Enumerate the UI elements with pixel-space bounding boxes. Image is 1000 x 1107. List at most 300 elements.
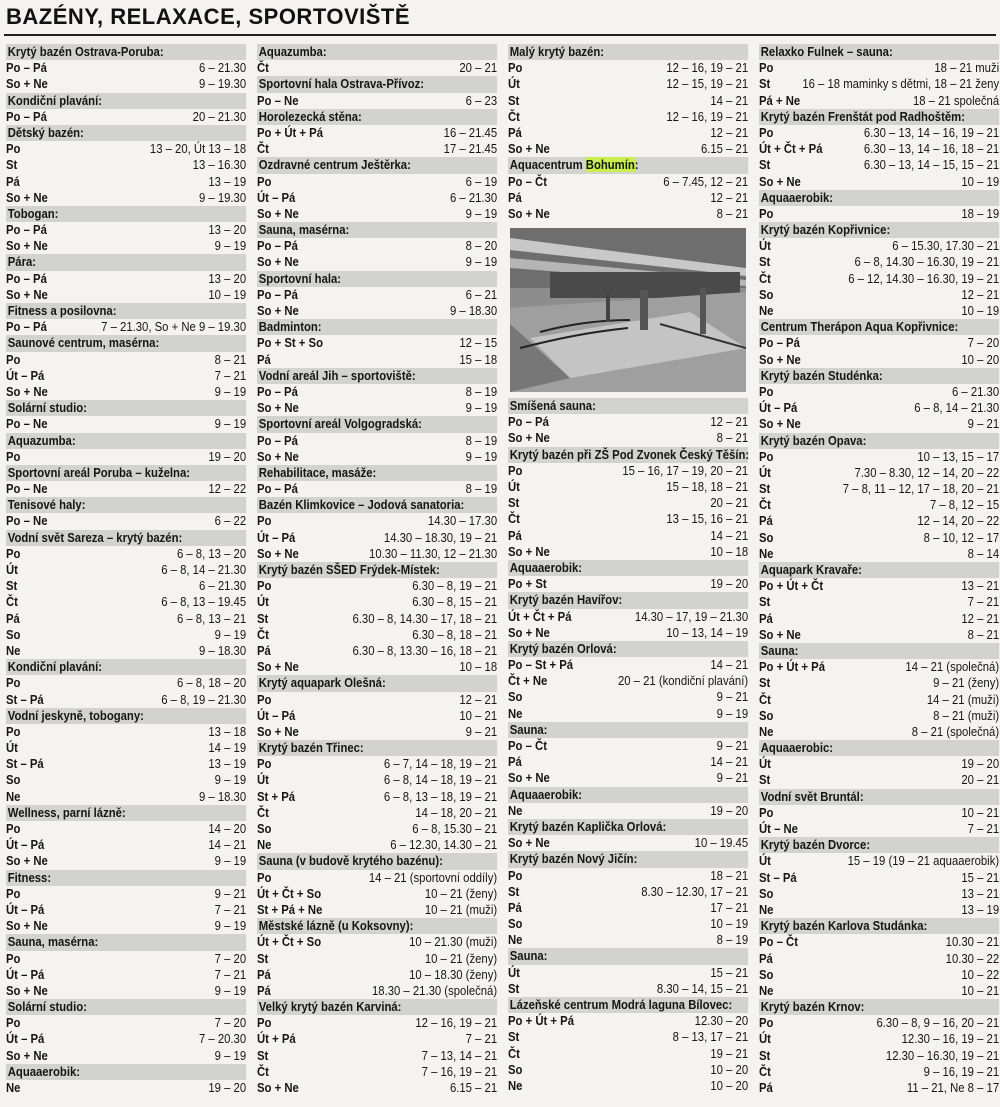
schedule-row xyxy=(257,530,497,546)
days-label: So xyxy=(759,707,774,723)
schedule-row xyxy=(759,352,999,368)
schedule-row xyxy=(759,772,999,788)
days-label: Út + Pá xyxy=(257,1031,296,1047)
days-label: Ne xyxy=(759,545,774,561)
venue-heading: Krytý aquapark Olešná: xyxy=(257,675,497,691)
hours-value: 8.30 – 14, 15 – 21 xyxy=(656,980,749,996)
venue-heading: Vodní svět Sareza – krytý bazén: xyxy=(6,530,246,546)
hours-value: 6 – 21.30 xyxy=(449,189,498,205)
days-label: St xyxy=(257,610,269,626)
hours-value: 10.30 – 21 xyxy=(945,934,1000,950)
days-label: Po xyxy=(257,578,272,594)
days-label: Pá xyxy=(6,173,20,189)
schedule-row xyxy=(257,449,497,465)
hours-value: 14 – 20 xyxy=(208,821,247,836)
days-label: Po xyxy=(6,821,21,836)
venue-heading: Centrum Therápon Aqua Kopřivnice: xyxy=(759,319,999,335)
venue-heading: Sauna (v budově krytého bazénu): xyxy=(257,853,497,869)
hours-value: 17 – 21 xyxy=(710,899,749,915)
column-1 xyxy=(6,44,246,1096)
days-label: St – Pá xyxy=(6,691,44,707)
hours-value: 14 – 21 (sportovní oddíly) xyxy=(368,869,498,885)
days-label: Út – Pá xyxy=(6,367,45,383)
days-label: Po xyxy=(257,869,272,885)
hours-value: 13 – 15, 16 – 21 xyxy=(666,511,749,527)
days-label: Út xyxy=(759,238,771,254)
title-rule xyxy=(4,34,996,36)
hours-value: 13 – 20, Út 13 – 18 xyxy=(149,141,247,157)
column-3 xyxy=(508,44,748,1094)
days-label: St xyxy=(759,772,771,788)
schedule-row xyxy=(759,384,999,400)
schedule-row xyxy=(508,835,748,851)
hours-value: 8.30 – 12.30, 17 – 21 xyxy=(641,883,749,899)
venue-heading: Sportovní hala: xyxy=(257,271,497,287)
venue-heading: Sportovní areál Poruba – kuželna: xyxy=(6,465,246,481)
venue-heading: Relaxko Fulnek – sauna: xyxy=(759,44,999,60)
schedule-row xyxy=(257,190,497,206)
hours-value: 7 – 21 xyxy=(214,966,247,982)
schedule-row xyxy=(257,837,497,853)
venue-heading: Sauna: xyxy=(508,722,748,738)
schedule-row xyxy=(6,271,246,287)
schedule-row xyxy=(6,109,246,125)
schedule-row xyxy=(508,463,748,479)
days-label: Po xyxy=(508,60,523,76)
schedule-row xyxy=(6,578,246,594)
schedule-row xyxy=(257,125,497,141)
schedule-row xyxy=(759,853,999,869)
schedule-row xyxy=(257,789,497,805)
days-label: Ne xyxy=(759,303,774,318)
schedule-row xyxy=(759,125,999,141)
schedule-row xyxy=(508,803,748,819)
days-label: Čt xyxy=(257,626,269,642)
schedule-row xyxy=(6,174,246,190)
schedule-row xyxy=(257,870,497,886)
venue-heading: Fitness: xyxy=(6,870,246,886)
days-label: Po – Pá xyxy=(6,319,47,335)
days-label: Po – Pá xyxy=(6,222,47,238)
days-label: So xyxy=(257,821,272,836)
hours-value: 7 – 13, 14 – 21 xyxy=(421,1047,498,1063)
days-label: Pá xyxy=(508,754,522,770)
schedule-row xyxy=(508,60,748,76)
days-label: So + Ne xyxy=(257,400,299,416)
schedule-row xyxy=(508,868,748,884)
hours-value: 14 – 21 (muži) xyxy=(926,691,1000,707)
schedule-row xyxy=(759,1031,999,1047)
days-label: So + Ne xyxy=(6,1047,48,1063)
hours-value: 7 – 20 xyxy=(214,950,247,966)
venue-heading: Badminton: xyxy=(257,319,497,335)
hours-value: 14 – 21 (společná) xyxy=(905,659,1000,675)
days-label: Pá xyxy=(257,966,271,982)
schedule-row xyxy=(508,625,748,641)
schedule-row xyxy=(257,643,497,659)
days-label: St + Pá xyxy=(257,788,296,804)
venue-heading: Aquacentrum Bohumín: xyxy=(508,157,748,173)
schedule-row xyxy=(508,206,748,222)
days-label: So + Ne xyxy=(257,1080,299,1095)
schedule-row xyxy=(6,1031,246,1047)
hours-value: 10 – 21 (ženy) xyxy=(424,885,498,901)
schedule-row xyxy=(759,578,999,594)
schedule-row xyxy=(6,1080,246,1096)
days-label: St – Pá xyxy=(6,756,44,772)
hours-value: 6 – 8, 14 – 21.30 xyxy=(914,400,1000,416)
hours-value: 8 – 21 xyxy=(214,351,247,367)
days-label: Čt xyxy=(508,108,520,124)
hours-value: 6 – 8, 13 – 18, 19 – 21 xyxy=(383,788,498,804)
days-label: Po – Čt xyxy=(508,173,547,189)
schedule-row xyxy=(759,449,999,465)
hours-value: 8 – 20 xyxy=(465,238,498,254)
days-label: Po – Pá xyxy=(257,481,298,497)
schedule-row xyxy=(759,756,999,772)
hours-value: 16 – 18 maminky s dětmi, 18 – 21 ženy xyxy=(802,76,1000,92)
schedule-row xyxy=(257,206,497,222)
days-label: So xyxy=(759,529,774,545)
schedule-row xyxy=(759,1080,999,1096)
hours-value: 12.30 – 16.30, 19 – 21 xyxy=(885,1047,1000,1063)
days-label: Po xyxy=(257,691,272,707)
days-label: Út xyxy=(6,740,18,756)
hours-value: 8 – 19 xyxy=(465,383,498,399)
days-label: Út xyxy=(6,562,18,577)
schedule-row xyxy=(257,384,497,400)
hours-value: 8 – 21 xyxy=(716,430,749,446)
hours-value: 13 – 19 xyxy=(961,901,1000,917)
days-label: Pá xyxy=(257,642,271,658)
days-label: Ne xyxy=(508,1077,523,1093)
hours-value: 9 – 19 xyxy=(716,705,749,721)
schedule-row xyxy=(508,190,748,206)
venue-heading: Horolezecká stěna: xyxy=(257,109,497,125)
schedule-row xyxy=(257,594,497,610)
days-label: Ne xyxy=(6,788,21,804)
hours-value: 15 – 16, 17 – 19, 20 – 21 xyxy=(622,462,749,478)
days-label: So + Ne xyxy=(6,286,48,302)
page-title: BAZÉNY, RELAXACE, SPORTOVIŠTĚ xyxy=(6,4,411,29)
hours-value: 16 – 21.45 xyxy=(443,124,498,140)
hours-value: 20 – 21 (kondiční plavání) xyxy=(617,673,749,689)
days-label: So + Ne xyxy=(257,205,299,221)
days-label: Po + Út + Pá xyxy=(759,659,826,675)
venue-heading: Krytý bazén Kopřivnice: xyxy=(759,222,999,238)
venue-heading: Bazén Klimkovice – Jodová sanatoria: xyxy=(257,497,497,513)
venue-heading: Krytý bazén Karlova Studánka: xyxy=(759,918,999,934)
schedule-row xyxy=(759,416,999,432)
days-label: So + Ne xyxy=(257,448,299,464)
venue-heading: Sauna, masérna: xyxy=(6,934,246,950)
hours-value: 10 – 21 xyxy=(961,982,1000,998)
days-label: Pá xyxy=(508,899,522,915)
schedule-row xyxy=(759,1064,999,1080)
schedule-row xyxy=(6,481,246,497)
schedule-row xyxy=(6,76,246,92)
venue-heading: Krytý bazén Krnov: xyxy=(759,999,999,1015)
schedule-row xyxy=(257,983,497,999)
schedule-row xyxy=(508,932,748,948)
hours-value: 6 – 23 xyxy=(465,92,498,108)
hours-value: 9 – 19 xyxy=(214,238,247,254)
schedule-row xyxy=(257,60,497,76)
days-label: Čt xyxy=(759,497,771,513)
schedule-row xyxy=(6,60,246,76)
hours-value: 6.15 – 21 xyxy=(449,1080,498,1095)
days-label: Út – Pá xyxy=(759,400,798,416)
days-label: So + Ne xyxy=(257,659,299,675)
days-label: St xyxy=(759,1047,771,1063)
hours-value: 6 – 8, 13 – 21 xyxy=(176,610,247,626)
venue-heading: Aquazumba: xyxy=(257,44,497,60)
days-label: Út – Pá xyxy=(257,529,296,545)
days-label: Po xyxy=(759,124,774,140)
hours-value: 19 – 20 xyxy=(710,802,749,818)
venue-heading: Tenisové haly: xyxy=(6,497,246,513)
schedule-row xyxy=(257,1064,497,1080)
schedule-row xyxy=(257,238,497,254)
days-label: So xyxy=(759,966,774,982)
hours-value: 6.30 – 13, 14 – 16, 19 – 21 xyxy=(863,124,1000,140)
hours-value: 14 – 19 xyxy=(208,740,247,756)
schedule-row xyxy=(759,1015,999,1031)
days-label: Po – St + Pá xyxy=(508,657,574,673)
venue-heading: Vodní areál Jih – sportoviště: xyxy=(257,368,497,384)
schedule-row xyxy=(759,594,999,610)
hours-value: 6 – 8, 19 – 21.30 xyxy=(161,691,247,707)
hours-value: 6 – 21.30 xyxy=(951,383,1000,399)
schedule-row xyxy=(6,319,246,335)
schedule-row xyxy=(508,673,748,689)
days-label: Po xyxy=(6,675,21,691)
venue-heading: Sauna: xyxy=(508,948,748,964)
days-label: Út + Čt + Pá xyxy=(508,608,572,624)
schedule-row xyxy=(508,109,748,125)
schedule-row xyxy=(6,287,246,303)
hours-value: 10 – 18 xyxy=(459,659,498,675)
hours-value: 13 – 21 xyxy=(961,578,1000,594)
days-label: Út xyxy=(759,1031,771,1047)
schedule-row xyxy=(257,254,497,270)
schedule-row xyxy=(257,934,497,950)
days-label: So + Ne xyxy=(6,76,48,92)
hours-value: 15 – 19 (19 – 21 aquaaerobik) xyxy=(847,853,1000,869)
days-label: Čt xyxy=(257,141,269,157)
hours-value: 6.30 – 13, 14 – 15, 15 – 21 xyxy=(863,157,1000,173)
hours-value: 13 – 19 xyxy=(208,756,247,772)
hours-value: 7 – 20 xyxy=(214,1015,247,1031)
hours-value: 6 – 12.30, 14.30 – 21 xyxy=(390,837,498,853)
days-label: Po xyxy=(6,545,21,561)
hours-value: 12.30 – 16, 19 – 21 xyxy=(901,1031,1000,1047)
days-label: Po – Ne xyxy=(6,481,48,497)
days-label: Po + St + So xyxy=(257,335,323,351)
schedule-row xyxy=(257,967,497,983)
schedule-row xyxy=(759,271,999,287)
hours-value: 10 – 18 xyxy=(710,543,749,559)
hours-value: 10 – 20 xyxy=(710,1061,749,1077)
schedule-row xyxy=(508,900,748,916)
days-label: Po xyxy=(6,351,21,367)
schedule-row xyxy=(6,238,246,254)
venue-heading: Ozdravné centrum Ještěrka: xyxy=(257,157,497,173)
days-label: Út xyxy=(508,964,520,980)
schedule-row xyxy=(508,1029,748,1045)
days-label: So + Ne xyxy=(508,770,550,786)
hours-value: 6 – 8, 14 – 21.30 xyxy=(161,562,247,577)
hours-value: 6.15 – 21 xyxy=(700,141,749,157)
hours-value: 6 – 22 xyxy=(214,513,247,529)
hours-value: 9 – 19 xyxy=(465,400,498,416)
days-label: Po – Pá xyxy=(6,270,47,286)
days-label: St xyxy=(508,495,520,511)
days-label: Po xyxy=(759,1015,774,1031)
days-label: Pá xyxy=(759,1080,773,1095)
hours-value: 9 – 16, 19 – 21 xyxy=(923,1063,1000,1079)
schedule-row xyxy=(6,352,246,368)
hours-value: 12 – 21 xyxy=(459,691,498,707)
hours-value: 7 – 21.30, So + Ne 9 – 19.30 xyxy=(101,319,247,335)
venue-heading: Velký krytý bazén Karviná: xyxy=(257,999,497,1015)
schedule-row xyxy=(6,951,246,967)
hours-value: 12 – 15, 19 – 21 xyxy=(666,76,749,92)
days-label: Po – Pá xyxy=(257,432,298,448)
schedule-row xyxy=(257,1048,497,1064)
schedule-row xyxy=(257,902,497,918)
schedule-row xyxy=(6,562,246,578)
schedule-row xyxy=(759,60,999,76)
schedule-row xyxy=(6,886,246,902)
hours-value: 13 – 20 xyxy=(208,222,247,238)
days-label: So + Ne xyxy=(508,624,550,640)
days-label: Čt xyxy=(257,60,269,76)
days-label: St – Pá xyxy=(759,869,797,885)
days-label: So + Ne xyxy=(257,545,299,561)
schedule-row xyxy=(6,513,246,529)
hours-value: 7 – 20 xyxy=(967,335,1000,351)
hours-value: 9 – 21 xyxy=(716,689,749,705)
schedule-row xyxy=(6,416,246,432)
days-label: St + Pá + Ne xyxy=(257,901,323,917)
days-label: So + Ne xyxy=(257,723,299,739)
days-label: Út – Ne xyxy=(759,821,798,836)
days-label: Po xyxy=(759,383,774,399)
days-label: Po – Pá xyxy=(257,238,298,254)
days-label: Út xyxy=(257,772,269,788)
hours-value: 6 – 12, 14.30 – 16.30, 19 – 21 xyxy=(848,270,1000,286)
venue-heading: Malý krytý bazén: xyxy=(508,44,748,60)
schedule-row xyxy=(759,400,999,416)
hours-value: 6.30 – 8, 13.30 – 16, 18 – 21 xyxy=(352,642,498,658)
hours-value: 10.30 – 11.30, 12 – 21.30 xyxy=(369,545,498,561)
venue-heading: Krytý bazén Třinec: xyxy=(257,740,497,756)
schedule-row xyxy=(759,206,999,222)
hours-value: 6 – 8, 13 – 20 xyxy=(176,545,247,561)
schedule-row xyxy=(508,495,748,511)
hours-value: 6 – 21.30 xyxy=(198,60,247,76)
hours-value: 7.30 – 8.30, 12 – 14, 20 – 22 xyxy=(854,464,1000,480)
hours-value: 12 – 21 xyxy=(961,610,1000,626)
schedule-row xyxy=(759,76,999,92)
hours-value: 19 – 21 xyxy=(710,1045,749,1061)
venue-heading: Aquaaerobik: xyxy=(759,190,999,206)
schedule-row xyxy=(508,511,748,527)
schedule-row xyxy=(6,1015,246,1031)
schedule-row xyxy=(257,805,497,821)
days-label: Út xyxy=(508,76,520,92)
days-label: Po xyxy=(6,141,21,157)
hours-value: 9 – 19 xyxy=(214,853,247,869)
hours-value: 15 – 18 xyxy=(459,351,498,367)
schedule-row xyxy=(257,174,497,190)
venue-heading: Vodní jeskyně, tobogany: xyxy=(6,708,246,724)
schedule-row xyxy=(6,772,246,788)
hours-value: 14 – 21 xyxy=(710,754,749,770)
hours-value: 10.30 – 22 xyxy=(945,950,1000,966)
hours-value: 12 – 21 xyxy=(710,189,749,205)
schedule-row xyxy=(257,611,497,627)
hours-value: 10 – 21.30 (muži) xyxy=(409,934,498,950)
schedule-row xyxy=(508,93,748,109)
days-label: Čt xyxy=(257,1063,269,1079)
days-label: Po – Ne xyxy=(257,92,299,108)
days-label: Pá + Ne xyxy=(759,92,801,108)
hours-value: 18 – 21 muži xyxy=(934,60,1000,76)
schedule-row xyxy=(6,449,246,465)
hours-value: 9 – 19 xyxy=(214,626,247,642)
days-label: So xyxy=(759,885,774,901)
days-label: Po xyxy=(759,205,774,221)
days-label: Po xyxy=(6,885,21,901)
schedule-row xyxy=(257,335,497,351)
listings xyxy=(0,44,1000,1107)
schedule-row xyxy=(257,303,497,319)
schedule-row xyxy=(508,414,748,430)
days-label: Po xyxy=(257,513,272,529)
column-4 xyxy=(759,44,999,1096)
hours-value: 12 – 14, 20 – 22 xyxy=(917,513,1000,529)
hours-value: 9 – 18.30 xyxy=(198,788,247,804)
column-2 xyxy=(257,44,497,1096)
days-label: St xyxy=(508,980,520,996)
hours-value: 6 – 21.30 xyxy=(198,578,247,594)
days-label: So + Ne xyxy=(6,189,48,205)
hours-value: 18 – 19 xyxy=(961,205,1000,221)
venue-heading: Wellness, parní lázně: xyxy=(6,805,246,821)
venue-heading: Aquapark Kravaře: xyxy=(759,562,999,578)
days-label: St xyxy=(257,1047,269,1063)
hours-value: 9 – 19 xyxy=(214,1047,247,1063)
days-label: Út – Pá xyxy=(6,837,45,853)
venue-heading: Krytý bazén Opava: xyxy=(759,433,999,449)
venue-heading: Sauna, masérna: xyxy=(257,222,497,238)
days-label: Po xyxy=(6,448,21,464)
days-label: St xyxy=(759,76,771,92)
hours-value: 12 – 15 xyxy=(459,335,498,351)
days-label: Po – Čt xyxy=(508,738,547,753)
hours-value: 18.30 – 21.30 (společná) xyxy=(371,982,498,998)
hours-value: 20 – 21 xyxy=(710,495,749,511)
days-label: Po + St xyxy=(508,576,547,592)
schedule-row xyxy=(508,125,748,141)
schedule-row xyxy=(508,141,748,157)
days-label: Út – Pá xyxy=(257,189,296,205)
days-label: Ne xyxy=(508,932,523,948)
days-label: Čt xyxy=(508,1045,520,1061)
schedule-row xyxy=(6,384,246,400)
